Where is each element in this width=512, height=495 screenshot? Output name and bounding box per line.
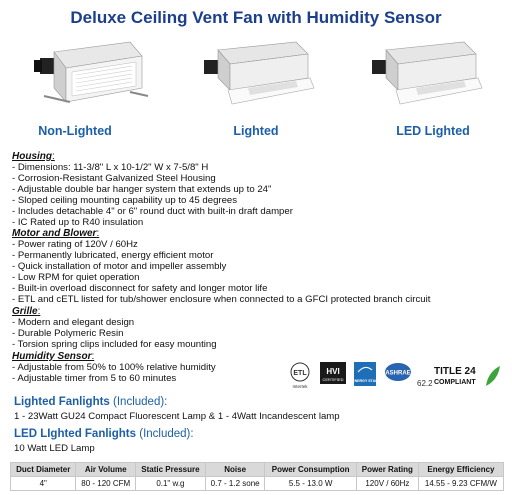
motor-item: - Quick installation of motor and impeller assembly xyxy=(12,261,227,273)
svg-text:ENERGY STAR: ENERGY STAR xyxy=(352,379,378,383)
model-label-lighted: Lighted xyxy=(233,124,279,138)
table-cell: 14.55 - 9.23 CFM/W xyxy=(418,477,503,491)
svg-text:COMPLIANT: COMPLIANT xyxy=(434,379,476,386)
page-title: Deluxe Ceiling Vent Fan with Humidity Sensor xyxy=(70,8,442,27)
table-header: Noise xyxy=(205,463,265,477)
led-fanlights-text: 10 Watt LED Lamp xyxy=(14,443,95,454)
led-fanlights-heading: LED LIghted Fanlights (Included): xyxy=(14,428,194,440)
housing-item: - Adjustable double bar hanger system that extends up to 24" xyxy=(12,183,272,195)
table-header: Duct Diameter xyxy=(11,463,76,477)
certification-logos xyxy=(290,360,505,390)
energy-star-logo xyxy=(352,362,378,386)
hvi-logo xyxy=(320,362,346,384)
humidity-item: - Adjustable from 50% to 100% relative humidity xyxy=(12,361,216,373)
humidity-item: - Adjustable timer from 5 to 60 minutes xyxy=(12,372,177,384)
table-cell: 80 - 120 CFM xyxy=(76,477,136,491)
etl-logo xyxy=(291,363,309,389)
svg-text:ETL: ETL xyxy=(293,370,307,377)
housing-item: - Dimensions: 11-3/8" L x 10-1/2" W x 7-5/8" H xyxy=(12,162,209,173)
non-lighted-fan-image xyxy=(30,38,150,108)
motor-item: - Permanently lubricated, energy efficient motor xyxy=(12,250,214,262)
table-cell: 0.1" w.g xyxy=(135,477,205,491)
specification-table xyxy=(10,462,504,491)
svg-text:CERTIFIED: CERTIFIED xyxy=(322,377,344,382)
table-row xyxy=(11,477,504,491)
motor-item: - Low RPM for quiet operation xyxy=(12,272,140,284)
table-cell: 0.7 - 1.2 sone xyxy=(205,477,265,491)
table-header: Power Consumption xyxy=(265,463,356,477)
motor-item: - ETL and cETL listed for tub/shower enclosure when connected to a GFCI protected branch circuit xyxy=(12,293,431,305)
svg-text:ASHRAE: ASHRAE xyxy=(385,370,411,377)
grille-item: - Modern and elegant design xyxy=(12,316,135,328)
lighted-fanlights-heading: Lighted Fanlights (Included): xyxy=(14,396,168,408)
housing-item: - Sloped ceiling mounting capability up to 45 degrees xyxy=(12,194,238,206)
housing-heading: Housing: xyxy=(12,151,55,162)
humidity-heading: Humidity Sensor: xyxy=(12,350,95,362)
grille-item: - Torsion spring clips included for easy mounting xyxy=(12,338,217,350)
housing-item: - Corrosion-Resistant Galvanized Steel Housing xyxy=(12,172,216,184)
grille-heading: Grille: xyxy=(12,305,41,317)
table-header-row xyxy=(11,463,504,477)
lighted-fan-image xyxy=(198,38,318,108)
svg-text:Intertek: Intertek xyxy=(292,384,308,389)
table-header: Static Pressure xyxy=(135,463,205,477)
lighted-fanlights-text: 1 - 23Watt GU24 Compact Fluorescent Lamp & 1 - 4Watt Incandescent lamp xyxy=(14,411,340,422)
motor-item: - Power rating of 120V / 60Hz xyxy=(12,239,138,251)
motor-item: - Built-in overload disconnect for safety and longer motor life xyxy=(12,283,268,295)
svg-text:HVI: HVI xyxy=(326,367,340,376)
table-cell: 120V / 60Hz xyxy=(356,477,418,491)
table-cell: 4" xyxy=(11,477,76,491)
table-header: Energy Efficiency xyxy=(418,463,503,477)
housing-item: - Includes detachable 4" or 6" round duct with built-in draft damper xyxy=(12,205,293,217)
motor-heading: Motor and Blower: xyxy=(12,228,100,240)
table-cell: 5.5 - 13.0 W xyxy=(265,477,356,491)
model-label-non-lighted: Non-Lighted xyxy=(38,124,112,138)
specifications xyxy=(12,151,502,384)
svg-text:TITLE 24: TITLE 24 xyxy=(434,366,476,377)
housing-item: - IC Rated up to R40 insulation xyxy=(12,216,144,228)
ashrae-logo xyxy=(385,363,433,388)
table-header: Power Rating xyxy=(356,463,418,477)
led-lighted-fan-image xyxy=(366,38,486,108)
grille-item: - Durable Polymeric Resin xyxy=(12,327,124,339)
svg-text:62.2: 62.2 xyxy=(417,379,433,388)
model-label-led-lighted: LED Lighted xyxy=(396,124,470,138)
table-header: Air Volume xyxy=(76,463,136,477)
title24-logo xyxy=(434,366,500,386)
